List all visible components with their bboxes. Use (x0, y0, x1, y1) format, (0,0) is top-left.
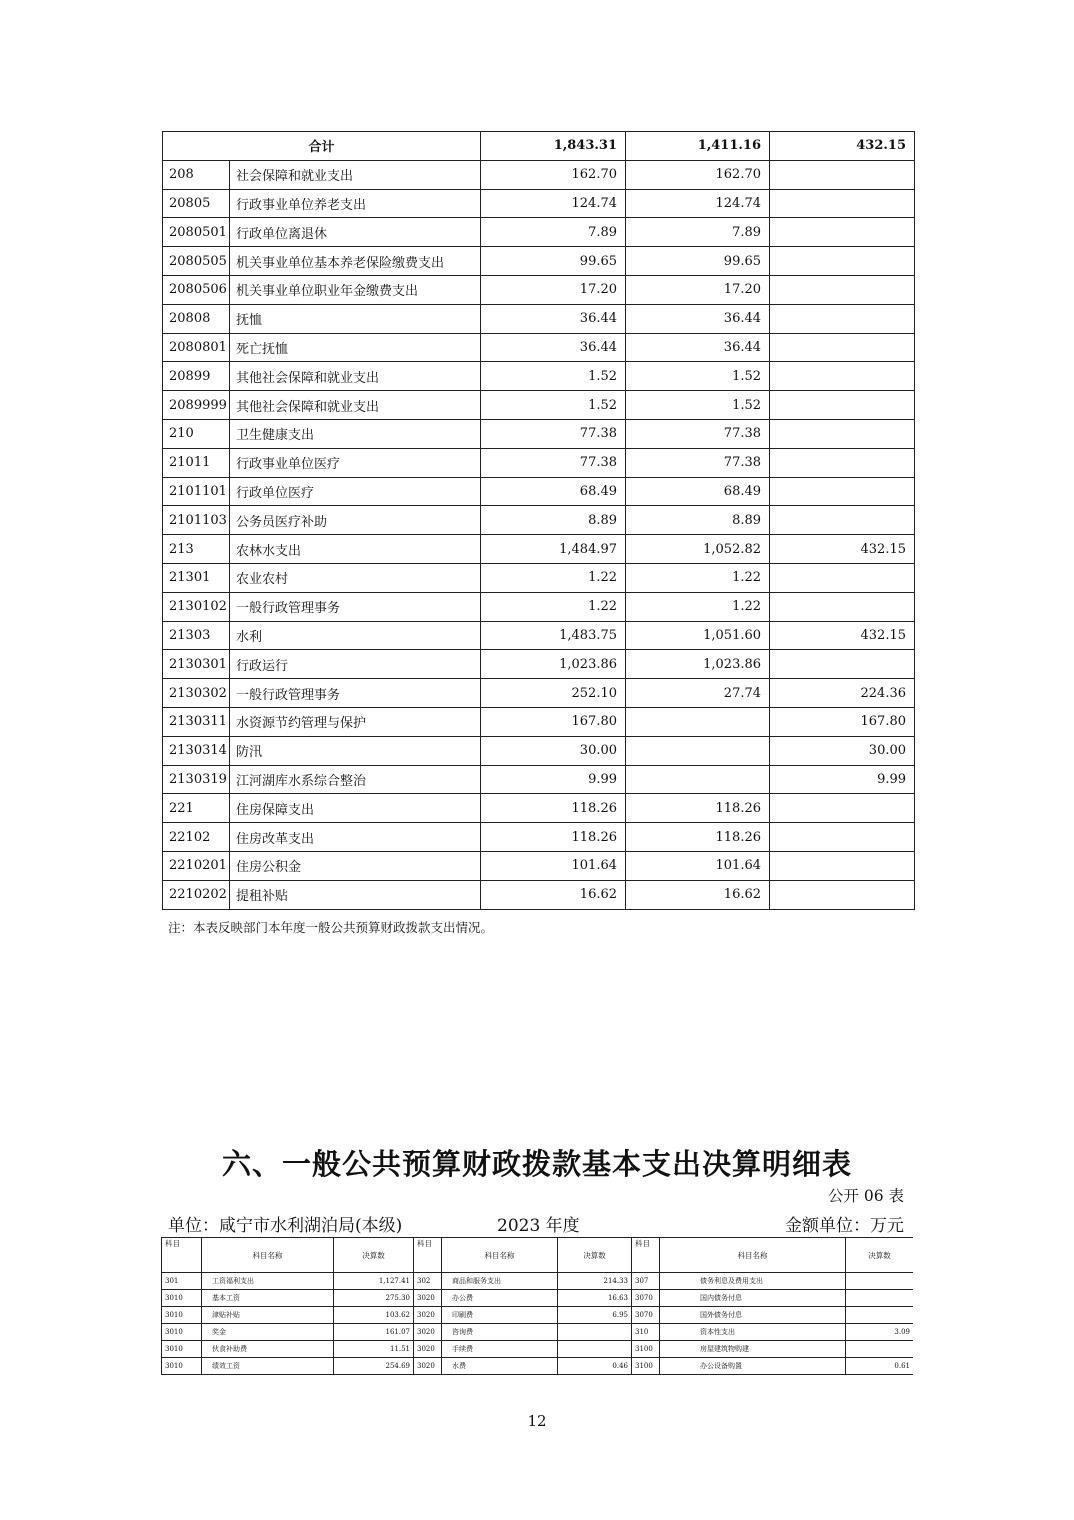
page-number: 12 (527, 1412, 547, 1430)
table-row (163, 477, 915, 506)
table-row (163, 679, 915, 708)
detail-header-cell: 科目 (162, 1238, 202, 1273)
cell-a: 36.44 (481, 333, 626, 362)
cell-c (770, 391, 915, 420)
table-row (163, 592, 915, 621)
detail-cell: 302 (414, 1273, 442, 1290)
detail-table (161, 1237, 913, 1375)
cell-code: 21303 (163, 621, 230, 650)
cell-c (770, 160, 915, 189)
cell-name: 其他社会保障和就业支出 (230, 391, 481, 420)
cell-b: 99.65 (626, 247, 770, 276)
cell-b: 27.74 (626, 679, 770, 708)
cell-b: 1,052.82 (626, 535, 770, 564)
cell-a: 118.26 (481, 794, 626, 823)
cell-name: 行政单位医疗 (230, 477, 481, 506)
cell-name: 死亡抚恤 (230, 333, 481, 362)
cell-code: 22102 (163, 823, 230, 852)
detail-cell: 3020 (414, 1324, 442, 1341)
detail-cell: 办公设备购置 (660, 1358, 846, 1375)
cell-c: 9.99 (770, 765, 915, 794)
cell-name: 提租补贴 (230, 880, 481, 909)
detail-cell: 债务利息及费用支出 (660, 1273, 846, 1290)
cell-c: 224.36 (770, 679, 915, 708)
cell-c (770, 880, 915, 909)
section-title: 六、一般公共预算财政拨款基本支出决算明细表 (221, 1147, 852, 1181)
cell-name: 抚恤 (230, 304, 481, 333)
cell-code: 2080506 (163, 275, 230, 304)
cell-a: 77.38 (481, 419, 626, 448)
cell-a: 68.49 (481, 477, 626, 506)
table-row (163, 765, 915, 794)
cell-code: 20808 (163, 304, 230, 333)
cell-c (770, 304, 915, 333)
detail-cell: 3020 (414, 1290, 442, 1307)
table-row (163, 333, 915, 362)
cell-code: 2101103 (163, 506, 230, 535)
detail-cell: 3100 (632, 1358, 660, 1375)
cell-code: 2101101 (163, 477, 230, 506)
cell-b: 36.44 (626, 333, 770, 362)
cell-name: 行政事业单位养老支出 (230, 189, 481, 218)
cell-c (770, 189, 915, 218)
cell-c (770, 592, 915, 621)
cell-code: 210 (163, 419, 230, 448)
cell-c: 432.15 (770, 621, 915, 650)
cell-c (770, 419, 915, 448)
cell-code: 2080801 (163, 333, 230, 362)
detail-table-wrapper (161, 1237, 913, 1381)
table-row (163, 419, 915, 448)
cell-code: 2089999 (163, 391, 230, 420)
cell-c (770, 851, 915, 880)
cell-c (770, 563, 915, 592)
cell-b: 8.89 (626, 506, 770, 535)
cell-a: 1,484.97 (481, 535, 626, 564)
cell-c (770, 333, 915, 362)
cell-name: 行政运行 (230, 650, 481, 679)
detail-cell: 3.09 (846, 1324, 914, 1341)
cell-c (770, 448, 915, 477)
detail-cell: 办公费 (442, 1290, 558, 1307)
cell-code: 2210202 (163, 880, 230, 909)
cell-code: 213 (163, 535, 230, 564)
detail-cell (846, 1341, 914, 1358)
cell-name: 其他社会保障和就业支出 (230, 362, 481, 391)
detail-cell: 基本工资 (202, 1290, 334, 1307)
table-note: 注：本表反映部门本年度一般公共预算财政拨款支出情况。 (168, 920, 494, 935)
cell-b: 118.26 (626, 823, 770, 852)
table-row (163, 563, 915, 592)
cell-a: 167.80 (481, 707, 626, 736)
detail-header-row (162, 1238, 914, 1273)
cell-a: 162.70 (481, 160, 626, 189)
cell-a: 118.26 (481, 823, 626, 852)
cell-code: 2210201 (163, 851, 230, 880)
detail-header-cell: 科目 (414, 1238, 442, 1273)
cell-a: 9.99 (481, 765, 626, 794)
table-row (163, 621, 915, 650)
cell-c (770, 247, 915, 276)
detail-row (162, 1358, 914, 1375)
table-row (163, 880, 915, 909)
cell-a: 124.74 (481, 189, 626, 218)
detail-header-cell: 科目名称 (202, 1238, 334, 1273)
cell-a: 77.38 (481, 448, 626, 477)
detail-cell: 310 (632, 1324, 660, 1341)
table-row (163, 707, 915, 736)
cell-c (770, 275, 915, 304)
cell-name: 一般行政管理事务 (230, 679, 481, 708)
table-row (163, 275, 915, 304)
total-basic: 1,411.16 (626, 132, 770, 161)
cell-code: 20805 (163, 189, 230, 218)
cell-b: 17.20 (626, 275, 770, 304)
cell-name: 防汛 (230, 736, 481, 765)
detail-cell: 国内债务付息 (660, 1290, 846, 1307)
cell-name: 机关事业单位职业年金缴费支出 (230, 275, 481, 304)
detail-cell: 3010 (162, 1341, 202, 1358)
cell-b: 1.22 (626, 592, 770, 621)
detail-row (162, 1341, 914, 1358)
cell-code: 20899 (163, 362, 230, 391)
cell-code: 2080501 (163, 218, 230, 247)
detail-row (162, 1273, 914, 1290)
detail-cell: 工资福利支出 (202, 1273, 334, 1290)
detail-cell: 103.62 (334, 1307, 414, 1324)
cell-code: 221 (163, 794, 230, 823)
year-label: 2023 年度 (497, 1216, 580, 1236)
detail-row (162, 1290, 914, 1307)
detail-cell: 资本性支出 (660, 1324, 846, 1341)
table-row (163, 247, 915, 276)
table-row (163, 448, 915, 477)
detail-cell (846, 1273, 914, 1290)
cell-name: 一般行政管理事务 (230, 592, 481, 621)
cell-code: 2130314 (163, 736, 230, 765)
cell-code: 2130301 (163, 650, 230, 679)
detail-cell: 印刷费 (442, 1307, 558, 1324)
table-row (163, 160, 915, 189)
detail-cell: 奖金 (202, 1324, 334, 1341)
table-row (163, 851, 915, 880)
cell-a: 17.20 (481, 275, 626, 304)
cell-b: 77.38 (626, 419, 770, 448)
table-row (163, 794, 915, 823)
cell-name: 住房公积金 (230, 851, 481, 880)
detail-cell: 商品和服务支出 (442, 1273, 558, 1290)
cell-a: 101.64 (481, 851, 626, 880)
cell-a: 1,023.86 (481, 650, 626, 679)
cell-a: 7.89 (481, 218, 626, 247)
cell-code: 2080505 (163, 247, 230, 276)
unit-label: 单位：咸宁市水利湖泊局(本级) (168, 1216, 403, 1236)
table-row (163, 391, 915, 420)
detail-cell: 3020 (414, 1341, 442, 1358)
cell-name: 农林水支出 (230, 535, 481, 564)
cell-c: 432.15 (770, 535, 915, 564)
table-row (163, 823, 915, 852)
cell-b: 162.70 (626, 160, 770, 189)
detail-header-cell: 科目 (632, 1238, 660, 1273)
detail-header-cell: 决算数 (558, 1238, 632, 1273)
table-row (163, 304, 915, 333)
cell-b: 118.26 (626, 794, 770, 823)
cell-c (770, 823, 915, 852)
cell-a: 16.62 (481, 880, 626, 909)
cell-code: 2130319 (163, 765, 230, 794)
detail-cell: 16.63 (558, 1290, 632, 1307)
total-row (163, 132, 915, 161)
cell-name: 卫生健康支出 (230, 419, 481, 448)
cell-code: 2130102 (163, 592, 230, 621)
form-number: 公开 06 表 (827, 1187, 904, 1205)
detail-cell: 房屋建筑物购建 (660, 1341, 846, 1358)
detail-cell: 绩效工资 (202, 1358, 334, 1375)
cell-a: 1.22 (481, 563, 626, 592)
cell-c (770, 794, 915, 823)
cell-name: 行政单位离退休 (230, 218, 481, 247)
cell-code: 2130311 (163, 707, 230, 736)
cell-a: 1.22 (481, 592, 626, 621)
cell-b: 77.38 (626, 448, 770, 477)
detail-cell: 津贴补贴 (202, 1307, 334, 1324)
total-amount: 1,843.31 (481, 132, 626, 161)
cell-b (626, 765, 770, 794)
detail-cell: 0.46 (558, 1358, 632, 1375)
detail-cell (846, 1307, 914, 1324)
table-row (163, 535, 915, 564)
cell-b: 36.44 (626, 304, 770, 333)
cell-b: 1.22 (626, 563, 770, 592)
table-row (163, 736, 915, 765)
detail-cell: 3020 (414, 1307, 442, 1324)
cell-b: 16.62 (626, 880, 770, 909)
detail-cell: 214.33 (558, 1273, 632, 1290)
cell-c: 30.00 (770, 736, 915, 765)
cell-code: 21301 (163, 563, 230, 592)
detail-row (162, 1307, 914, 1324)
detail-cell: 3070 (632, 1307, 660, 1324)
detail-cell (846, 1290, 914, 1307)
cell-b: 1,051.60 (626, 621, 770, 650)
detail-cell: 161.07 (334, 1324, 414, 1341)
cell-c (770, 218, 915, 247)
cell-b: 1.52 (626, 362, 770, 391)
detail-cell: 3070 (632, 1290, 660, 1307)
table-row (163, 650, 915, 679)
cell-a: 30.00 (481, 736, 626, 765)
cell-name: 农业农村 (230, 563, 481, 592)
detail-cell: 国外债务付息 (660, 1307, 846, 1324)
cell-b: 124.74 (626, 189, 770, 218)
cell-c (770, 650, 915, 679)
cell-name: 江河湖库水系综合整治 (230, 765, 481, 794)
detail-cell: 254.69 (334, 1358, 414, 1375)
cell-a: 1,483.75 (481, 621, 626, 650)
cell-name: 社会保障和就业支出 (230, 160, 481, 189)
detail-header-cell: 科目名称 (442, 1238, 558, 1273)
detail-cell (558, 1341, 632, 1358)
detail-cell: 301 (162, 1273, 202, 1290)
detail-header-cell: 决算数 (334, 1238, 414, 1273)
cell-a: 1.52 (481, 391, 626, 420)
detail-header-cell: 决算数 (846, 1238, 914, 1273)
detail-cell: 6.95 (558, 1307, 632, 1324)
detail-cell: 275.30 (334, 1290, 414, 1307)
cell-name: 行政事业单位医疗 (230, 448, 481, 477)
total-label: 合计 (163, 132, 481, 161)
detail-cell: 307 (632, 1273, 660, 1290)
cell-b: 101.64 (626, 851, 770, 880)
detail-cell: 0.61 (846, 1358, 914, 1375)
detail-cell: 咨询费 (442, 1324, 558, 1341)
detail-cell (558, 1324, 632, 1341)
cell-name: 住房改革支出 (230, 823, 481, 852)
cell-code: 2130302 (163, 679, 230, 708)
detail-cell: 手续费 (442, 1341, 558, 1358)
detail-cell: 3020 (414, 1358, 442, 1375)
cell-c (770, 362, 915, 391)
table-row (163, 189, 915, 218)
detail-row (162, 1324, 914, 1341)
cell-code: 208 (163, 160, 230, 189)
cell-c: 167.80 (770, 707, 915, 736)
cell-b (626, 736, 770, 765)
detail-cell: 3100 (632, 1341, 660, 1358)
cell-name: 公务员医疗补助 (230, 506, 481, 535)
table-row (163, 506, 915, 535)
cell-a: 8.89 (481, 506, 626, 535)
cell-name: 机关事业单位基本养老保险缴费支出 (230, 247, 481, 276)
cell-a: 1.52 (481, 362, 626, 391)
expenditure-table (162, 131, 915, 910)
cell-b: 1,023.86 (626, 650, 770, 679)
cell-c (770, 506, 915, 535)
detail-cell: 3010 (162, 1290, 202, 1307)
cell-name: 住房保障支出 (230, 794, 481, 823)
detail-cell: 1,127.41 (334, 1273, 414, 1290)
cell-b: 7.89 (626, 218, 770, 247)
cell-b (626, 707, 770, 736)
amount-unit-label: 金额单位：万元 (785, 1216, 904, 1236)
detail-cell: 3010 (162, 1324, 202, 1341)
cell-c (770, 477, 915, 506)
detail-header-cell: 科目名称 (660, 1238, 846, 1273)
cell-name: 水资源节约管理与保护 (230, 707, 481, 736)
table-row (163, 218, 915, 247)
detail-cell: 水费 (442, 1358, 558, 1375)
cell-a: 252.10 (481, 679, 626, 708)
detail-cell: 3010 (162, 1307, 202, 1324)
detail-cell: 11.51 (334, 1341, 414, 1358)
cell-name: 水利 (230, 621, 481, 650)
cell-a: 99.65 (481, 247, 626, 276)
cell-b: 68.49 (626, 477, 770, 506)
table-row (163, 362, 915, 391)
total-project: 432.15 (770, 132, 915, 161)
cell-code: 21011 (163, 448, 230, 477)
cell-a: 36.44 (481, 304, 626, 333)
cell-b: 1.52 (626, 391, 770, 420)
detail-cell: 伙食补助费 (202, 1341, 334, 1358)
detail-cell: 3010 (162, 1358, 202, 1375)
